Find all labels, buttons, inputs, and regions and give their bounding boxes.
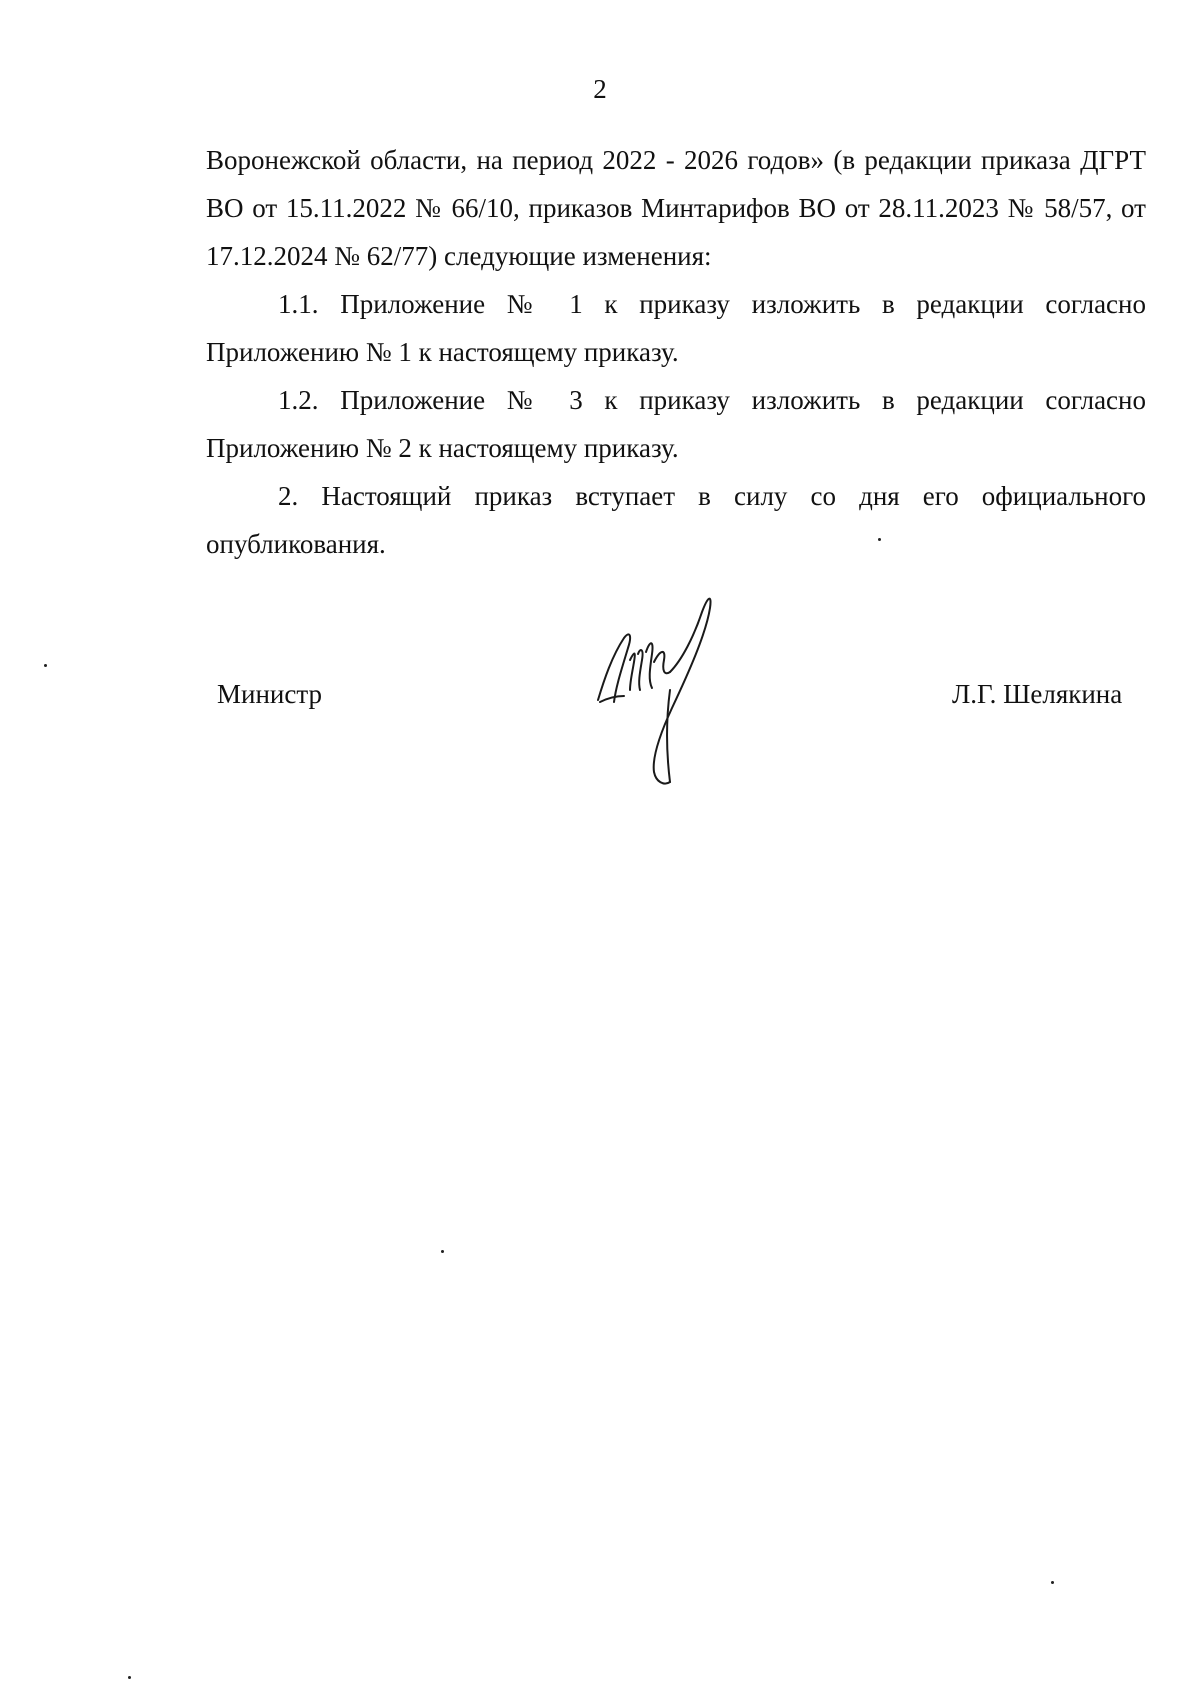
scan-artifact — [441, 1250, 444, 1253]
paragraph-item-1-2: 1.2. Приложение № 3 к приказу изложить в редакции согласно Приложению № 2 к настоящему приказу. — [206, 385, 1146, 463]
paragraph-item-2: 2. Настоящий приказ вступает в силу со дня его официального опубликования. — [206, 481, 1146, 559]
scan-artifact — [128, 1676, 131, 1679]
scan-artifact — [44, 664, 47, 667]
paragraph-intro: Воронежской области, на период 2022 - 2026 годов» (в редакции приказа ДГРТ ВО от 15.11.2022 № 66/10, приказов Минтарифов ВО от 28.11.2023 № 58/57, от 17.12.2024 № 62/77) следующие изменения: — [206, 145, 1146, 271]
signatory-name: Л.Г. Шелякина — [952, 679, 1123, 709]
paragraph-item-1-1: 1.1. Приложение № 1 к приказу изложить в редакции согласно Приложению № 1 к настоящему приказу. — [206, 289, 1146, 367]
scan-artifact — [878, 538, 881, 541]
handwritten-signature — [590, 590, 740, 800]
page-number: 2 — [593, 74, 607, 104]
signature-block — [0, 590, 1200, 810]
signatory-position: Министр — [217, 679, 322, 709]
scan-artifact — [1051, 1581, 1054, 1584]
document-body — [206, 136, 1146, 568]
